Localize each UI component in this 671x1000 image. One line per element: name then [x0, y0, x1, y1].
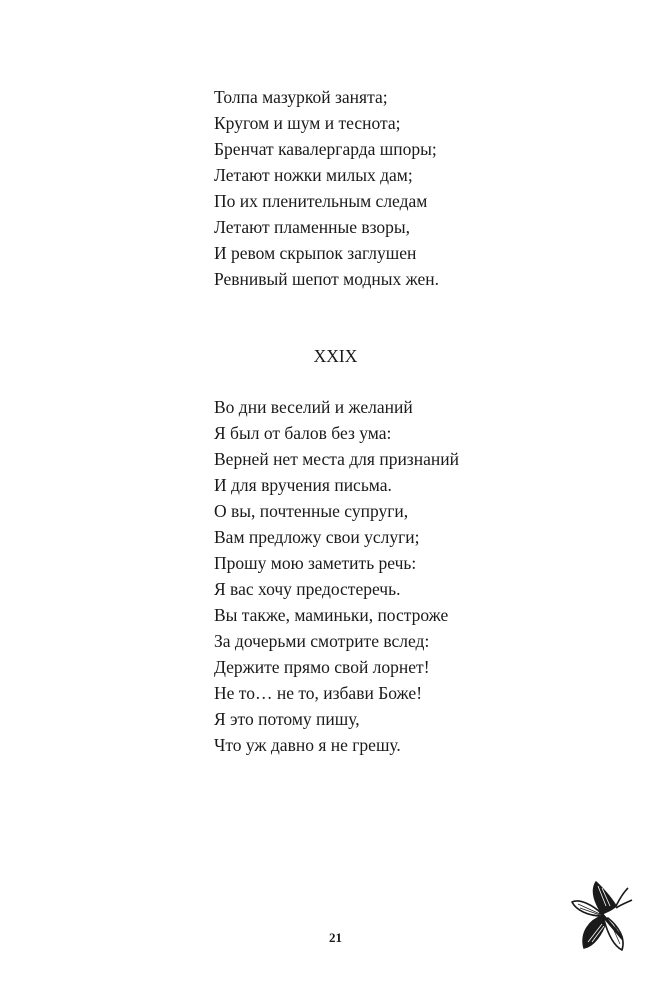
- verse-line: Вам предложу свои услуги;: [214, 527, 420, 547]
- verse-line: Я вас хочу предостеречь.: [214, 579, 401, 599]
- verse-line: Не то… не то, избави Боже!: [214, 683, 423, 703]
- verse-line: Летают пламенные взоры,: [214, 217, 411, 237]
- verse-line: Я был от балов без ума:: [214, 423, 392, 443]
- verse-line: Что уж давно я не грешу.: [214, 735, 401, 755]
- verse-line: О вы, почтенные супруги,: [214, 501, 409, 521]
- verse-line: Верней нет места для признаний: [214, 449, 459, 469]
- verse-line: Толпа мазуркой занята;: [214, 87, 388, 107]
- verse-line: Держите прямо свой лорнет!: [214, 657, 430, 677]
- verse-line: Во дни веселий и желаний: [214, 397, 413, 417]
- verse-line: За дочерьми смотрите вслед:: [214, 631, 430, 651]
- verse-line: По их пленительным следам: [214, 191, 428, 211]
- verse-line: Кругом и шум и теснота;: [214, 113, 401, 133]
- verse-line: И ревом скрыпок заглушен: [214, 243, 417, 263]
- section-heading: XXIX: [313, 346, 358, 366]
- butterfly-icon: [566, 876, 638, 962]
- stanza-2: [214, 394, 459, 758]
- verse-line: Ревнивый шепот модных жен.: [214, 269, 440, 289]
- verse-line: Я это потому пишу,: [214, 709, 360, 729]
- verse-line: Летают ножки милых дам;: [214, 165, 413, 185]
- verse-line: И для вручения письма.: [214, 475, 392, 495]
- stanza-1: [214, 84, 439, 292]
- verse-line: Вы также, маминьки, построже: [214, 605, 449, 625]
- page-number: 21: [329, 930, 342, 945]
- verse-line: Бренчат кавалергарда шпоры;: [214, 139, 437, 159]
- verse-line: Прошу мою заметить речь:: [214, 553, 417, 573]
